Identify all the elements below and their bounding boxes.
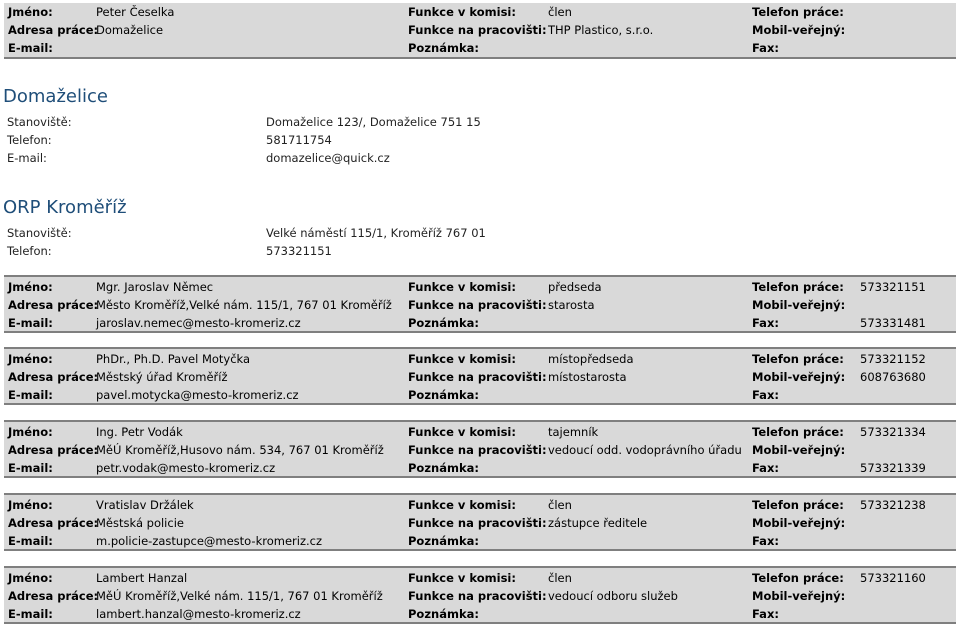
org-station-row (7, 115, 907, 133)
address-label: Adresa práce: (8, 589, 99, 603)
role-label: Funkce v komisi: (408, 571, 516, 585)
address-label: Adresa práce: (8, 298, 99, 312)
note-label: Poznámka: (408, 607, 479, 621)
person-role: člen (548, 5, 572, 19)
person-address: MěÚ Kroměříž,Husovo nám. 534, 767 01 Kroměříž (96, 443, 384, 457)
org-phone-row (7, 133, 907, 151)
address-label: Adresa práce: (8, 370, 99, 384)
person-email[interactable]: pavel.motycka@mesto-kromeriz.cz (96, 388, 299, 402)
note-label: Poznámka: (408, 316, 479, 330)
name-label: Jméno: (8, 352, 53, 366)
person-role: člen (548, 571, 572, 585)
person-name: Peter Česelka (96, 5, 175, 19)
org-phone-value: 581711754 (266, 133, 332, 147)
email-label: E-mail: (8, 607, 53, 621)
person-position: starosta (548, 298, 595, 312)
person-name: Lambert Hanzal (96, 571, 188, 585)
phone-work-label: Telefon práce: (752, 280, 844, 294)
person-position: vedoucí odd. vodoprávního úřadu (548, 443, 742, 457)
fax-label: Fax: (752, 607, 779, 621)
email-label: E-mail: (8, 41, 53, 55)
name-label: Jméno: (8, 425, 53, 439)
note-label: Poznámka: (408, 461, 479, 475)
role-label: Funkce v komisi: (408, 5, 516, 19)
person-address: MěÚ Kroměříž,Velké nám. 115/1, 767 01 Kroměříž (96, 589, 383, 603)
email-label: E-mail: (8, 461, 53, 475)
name-label: Jméno: (8, 498, 53, 512)
address-label: Adresa práce: (8, 516, 99, 530)
person-email[interactable]: jaroslav.nemec@mesto-kromeriz.cz (96, 316, 301, 330)
person-fax: 573321339 (860, 461, 926, 475)
name-label: Jméno: (8, 280, 53, 294)
fax-label: Fax: (752, 461, 779, 475)
person-position: místostarosta (548, 370, 627, 384)
position-label: Funkce na pracovišti: (408, 516, 547, 530)
fax-label: Fax: (752, 388, 779, 402)
mobile-label: Mobil-veřejný: (752, 370, 846, 384)
org-station-label: Stanoviště: (7, 226, 72, 240)
org-phone-label: Telefon: (7, 133, 52, 147)
role-label: Funkce v komisi: (408, 352, 516, 366)
org-phone-label: Telefon: (7, 244, 52, 258)
fax-label: Fax: (752, 316, 779, 330)
address-label: Adresa práce: (8, 443, 99, 457)
mobile-label: Mobil-veřejný: (752, 443, 846, 457)
org-title: Domaželice (3, 86, 108, 107)
mobile-label: Mobil-veřejný: (752, 589, 846, 603)
phone-work-label: Telefon práce: (752, 425, 844, 439)
role-label: Funkce v komisi: (408, 498, 516, 512)
fax-label: Fax: (752, 41, 779, 55)
person-name: Mgr. Jaroslav Němec (96, 280, 214, 294)
email-label: E-mail: (8, 534, 53, 548)
org-email-value[interactable]: domazelice@quick.cz (266, 151, 390, 165)
org-email-label: E-mail: (7, 151, 47, 165)
position-label: Funkce na pracovišti: (408, 23, 547, 37)
mobile-label: Mobil-veřejný: (752, 23, 846, 37)
name-label: Jméno: (8, 571, 53, 585)
person-email[interactable]: lambert.hanzal@mesto-kromeriz.cz (96, 607, 301, 621)
email-label: E-mail: (8, 316, 53, 330)
person-phone-work: 573321151 (860, 280, 926, 294)
person-phone-work: 573321152 (860, 352, 926, 366)
org-station-value: Velké náměstí 115/1, Kroměříž 767 01 (266, 226, 486, 240)
phone-work-label: Telefon práce: (752, 5, 844, 19)
phone-work-label: Telefon práce: (752, 352, 844, 366)
mobile-label: Mobil-veřejný: (752, 298, 846, 312)
email-label: E-mail: (8, 388, 53, 402)
role-label: Funkce v komisi: (408, 425, 516, 439)
position-label: Funkce na pracovišti: (408, 370, 547, 384)
org-station-row (7, 226, 907, 244)
person-address: Městská policie (96, 516, 184, 530)
person-phone-work: 573321334 (860, 425, 926, 439)
person-name: Ing. Petr Vodák (96, 425, 183, 439)
person-address: Městský úřad Kroměříž (96, 370, 228, 384)
org-title: ORP Kroměříž (3, 197, 127, 218)
person-email[interactable]: m.policie-zastupce@mesto-kromeriz.cz (96, 534, 322, 548)
note-label: Poznámka: (408, 41, 479, 55)
person-position: THP Plastico, s.r.o. (548, 23, 654, 37)
person-name: Vratislav Držálek (96, 498, 194, 512)
org-email-row (7, 151, 907, 169)
note-label: Poznámka: (408, 534, 479, 548)
name-label: Jméno: (8, 5, 53, 19)
address-label: Adresa práce: (8, 23, 99, 37)
person-phone-work: 573321160 (860, 571, 926, 585)
person-address: Domaželice (96, 23, 164, 37)
person-role: tajemník (548, 425, 599, 439)
org-station-value: Domaželice 123/, Domaželice 751 15 (266, 115, 481, 129)
position-label: Funkce na pracovišti: (408, 298, 547, 312)
org-station-label: Stanoviště: (7, 115, 72, 129)
phone-work-label: Telefon práce: (752, 571, 844, 585)
person-mobile: 608763680 (860, 370, 926, 384)
person-email[interactable]: petr.vodak@mesto-kromeriz.cz (96, 461, 276, 475)
person-position: vedoucí odboru služeb (548, 589, 678, 603)
org-phone-row (7, 244, 907, 262)
position-label: Funkce na pracovišti: (408, 589, 547, 603)
position-label: Funkce na pracovišti: (408, 443, 547, 457)
fax-label: Fax: (752, 534, 779, 548)
mobile-label: Mobil-veřejný: (752, 516, 846, 530)
person-phone-work: 573321238 (860, 498, 926, 512)
person-address: Město Kroměříž,Velké nám. 115/1, 767 01 Kroměříž (96, 298, 392, 312)
person-role: předseda (548, 280, 602, 294)
person-role: místopředseda (548, 352, 634, 366)
person-name: PhDr., Ph.D. Pavel Motyčka (96, 352, 251, 366)
org-phone-value: 573321151 (266, 244, 332, 258)
role-label: Funkce v komisi: (408, 280, 516, 294)
person-fax: 573331481 (860, 316, 926, 330)
person-role: člen (548, 498, 572, 512)
person-position: zástupce ředitele (548, 516, 648, 530)
note-label: Poznámka: (408, 388, 479, 402)
phone-work-label: Telefon práce: (752, 498, 844, 512)
